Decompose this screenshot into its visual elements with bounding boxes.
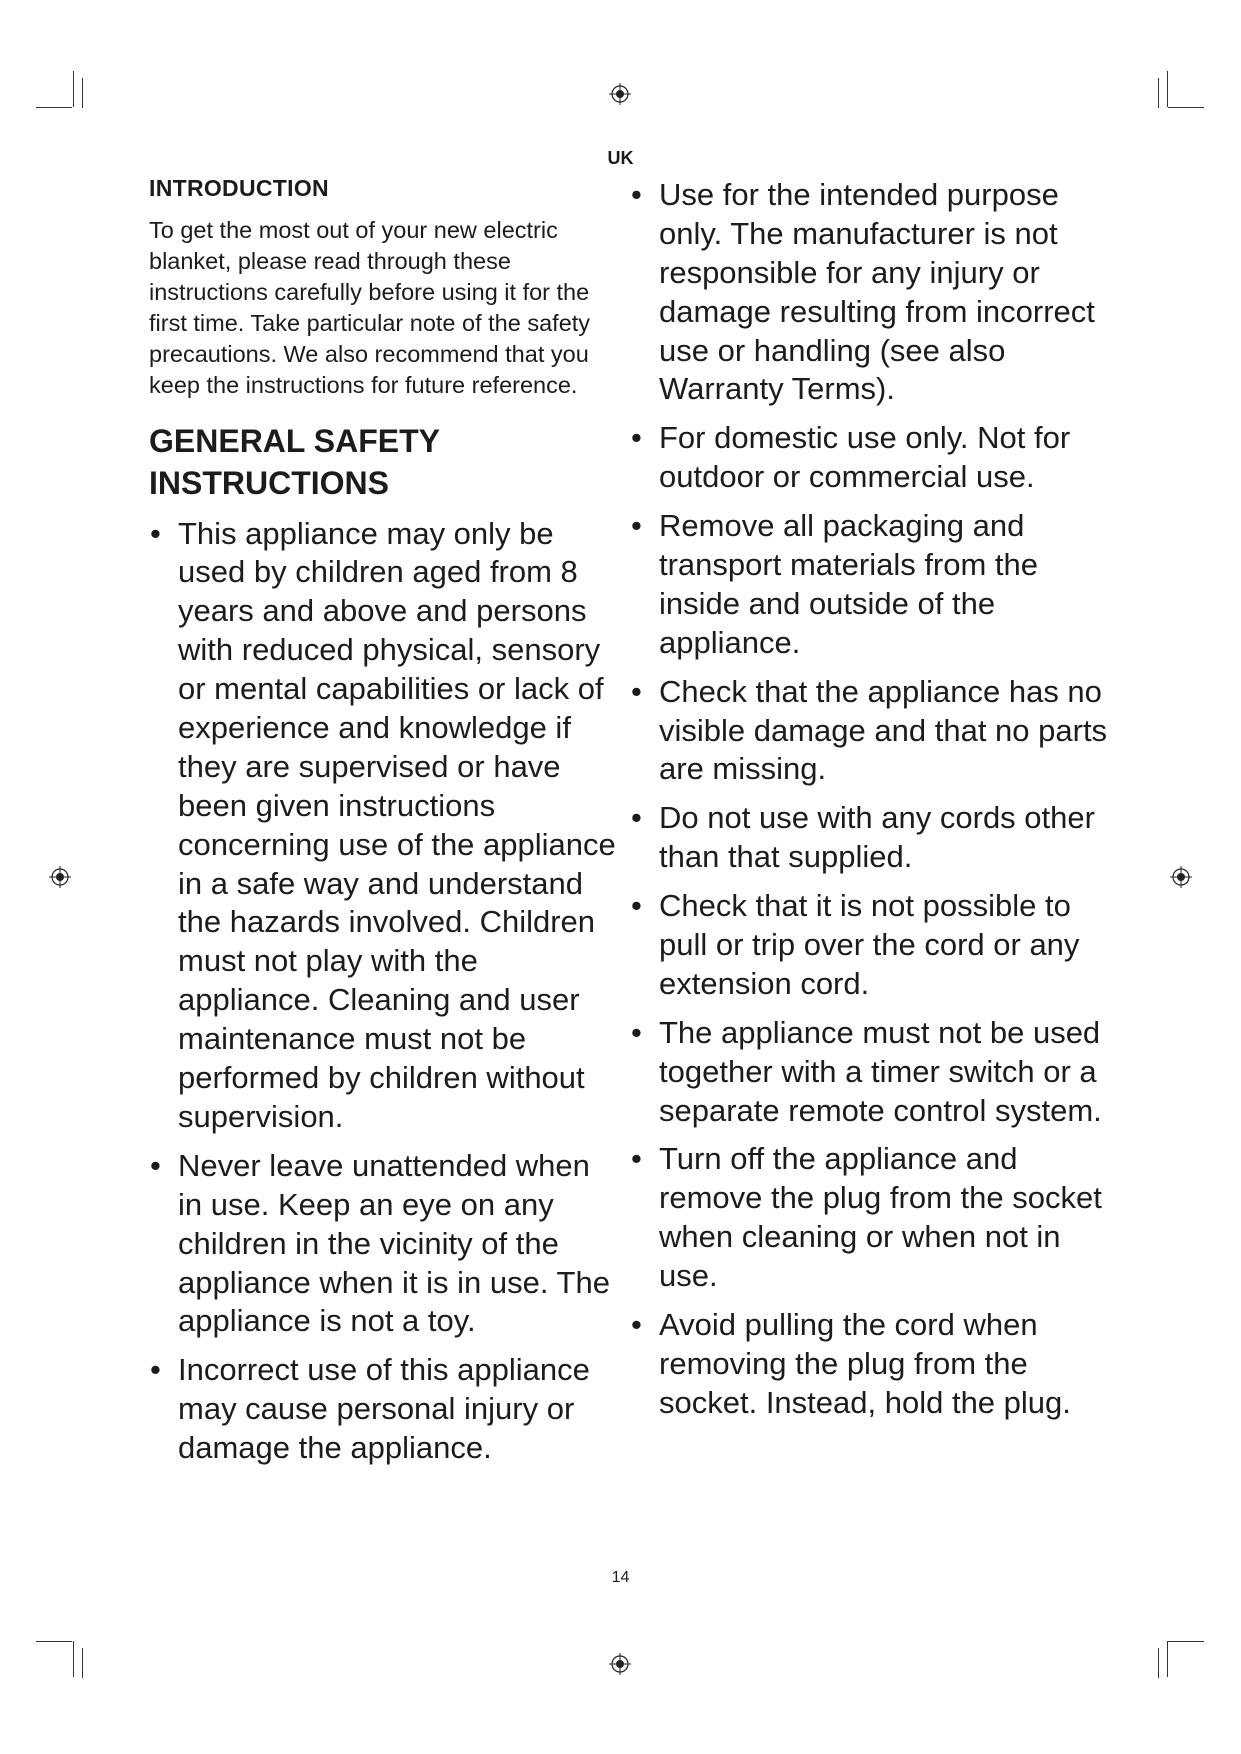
- safety-item: • For domestic use only. Not for outdoor or commercial use.: [630, 419, 1110, 497]
- registration-mark-icon: [609, 1653, 631, 1675]
- safety-item: • Incorrect use of this appliance may cause personal injury or damage the appliance.: [149, 1351, 619, 1468]
- registration-mark-icon: [609, 83, 631, 105]
- safety-item: • Avoid pulling the cord when removing the plug from the socket. Instead, hold the plug.: [630, 1306, 1110, 1423]
- introduction-heading: INTRODUCTION: [149, 175, 329, 201]
- safety-item: • The appliance must not be used together with a timer switch or a separate remote control system.: [630, 1014, 1110, 1131]
- safety-item: • Turn off the appliance and remove the plug from the socket when cleaning or when not in use.: [630, 1140, 1110, 1296]
- language-code: UK: [607, 148, 634, 168]
- safety-list-left: [149, 515, 619, 1468]
- safety-item: • Use for the intended purpose only. The manufacturer is not responsible for any injury or damage resulting from incorrect use or handling (see also Warranty Terms).: [630, 176, 1110, 409]
- left-column: [149, 176, 619, 1478]
- introduction-text: To get the most out of your new electric blanket, please read through these instructions carefully before using it for the first time. Take particular note of the safety precautions. We also recommend that you keep the instructions for future reference.: [149, 217, 591, 399]
- safety-item: • This appliance may only be used by children aged from 8 years and above and persons with reduced physical, sensory or mental capabilities or lack of experience and knowledge if they are supervised or have been given instructions concerning use of the appliance in a safe way and understand the hazards involved. Children must not play with the appliance. Cleaning and user maintenance must not be performed by children without supervision.: [149, 515, 619, 1137]
- registration-mark-icon: [1170, 866, 1192, 888]
- right-column: [630, 176, 1110, 1433]
- safety-list-right: [630, 176, 1110, 1423]
- safety-item: • Check that the appliance has no visible damage and that no parts are missing.: [630, 673, 1110, 790]
- page-number: 14: [611, 1569, 630, 1586]
- safety-item: • Do not use with any cords other than that supplied.: [630, 799, 1110, 877]
- registration-mark-icon: [49, 866, 71, 888]
- safety-item: • Check that it is not possible to pull or trip over the cord or any extension cord.: [630, 887, 1110, 1004]
- safety-item: • Never leave unattended when in use. Keep an eye on any children in the vicinity of the appliance when it is in use. The appliance is not a toy.: [149, 1147, 619, 1341]
- safety-heading: GENERAL SAFETY INSTRUCTIONS: [149, 423, 440, 501]
- safety-item: • Remove all packaging and transport materials from the inside and outside of the appliance.: [630, 507, 1110, 663]
